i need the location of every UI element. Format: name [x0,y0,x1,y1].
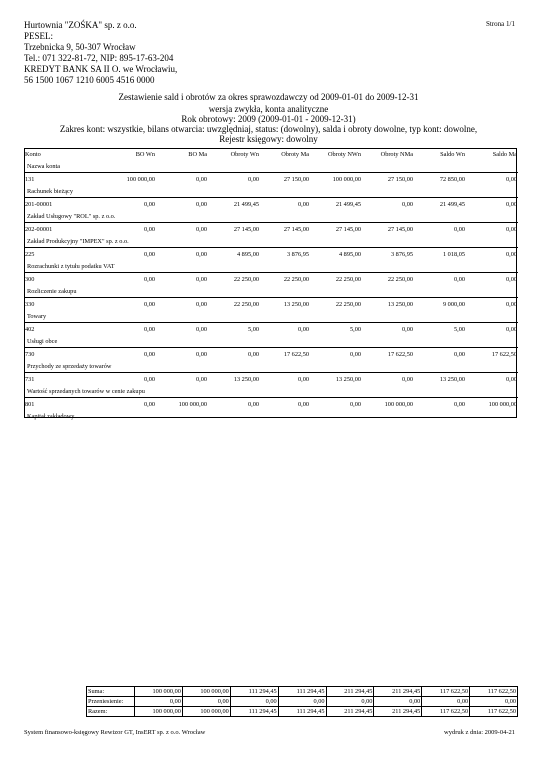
cell-bo-wn: 0,00 [104,198,156,211]
summary-value: 111 294,45 [278,687,326,697]
account-code: 131 [24,173,104,186]
cell-saldo-wn: 0,00 [414,398,466,411]
account-code: 225 [24,248,104,261]
cell-saldo-ma: 0,00 [466,198,518,211]
company-address: Trzebnicka 9, 50-307 Wrocław [24,42,136,52]
footer-system: System finansowo-księgowy Rewizor GT, InsERT sp. z o.o. Wrocław [24,729,206,736]
report-title: Zestawienie sald i obrotów za okres sprawozdawczy od 2009-01-01 do 2009-12-31 [118,92,419,102]
col-header-account: Konto [25,150,41,158]
cell-obroty-nwn: 22 250,00 [310,273,362,286]
summary-value: 100 000,00 [182,707,230,717]
summary-value: 100 000,00 [135,707,183,717]
summary-value: 0,00 [422,697,470,707]
report-fiscal-year: Rok obrotowy: 2009 (2009-01-01 - 2009-12-31) [181,114,356,124]
report-range: Zakres kont: wszystkie, bilans otwarcia: uwzględniaj, status: (dowolny), salda i obroty dowolne, typ kont: dowolne, [59,124,478,134]
table-row-name [24,335,518,348]
col-header-account-name: Nazwa konta [27,162,61,170]
cell-saldo-ma: 0,00 [466,223,518,236]
summary-value: 211 294,45 [374,707,422,717]
cell-bo-wn: 0,00 [104,248,156,261]
company-bank-account: 56 1500 1067 1210 6005 4516 0000 [24,75,155,85]
account-code: 202-00001 [24,223,104,236]
cell-obroty-ma: 27 150,00 [260,173,310,186]
account-code: 801 [24,398,104,411]
summary-value: 100 000,00 [135,687,183,697]
summary-value: 117 622,50 [470,687,518,697]
cell-bo-ma: 0,00 [156,248,208,261]
cell-saldo-wn: 0,00 [414,348,466,361]
cell-bo-wn: 0,00 [104,223,156,236]
cell-bo-ma: 0,00 [156,173,208,186]
company-header [24,20,177,86]
account-code: 402 [24,323,104,336]
account-name: Rozliczenie zakupu [27,287,77,295]
summary-label: Suma: [87,687,135,697]
col-header-obroty-ma: Obroty Ma [281,150,309,158]
cell-bo-ma: 0,00 [156,198,208,211]
col-header-obroty-nma: Obroty NMa [380,150,413,158]
cell-saldo-ma: 0,00 [466,173,518,186]
account-code: 730 [24,348,104,361]
balance-table [24,148,518,422]
account-name: Kapitał zakładowy [27,412,75,420]
cell-bo-wn: 0,00 [104,373,156,386]
cell-saldo-wn: 13 250,00 [414,373,466,386]
table-row [24,173,518,186]
summary-value: 111 294,45 [278,707,326,717]
cell-obroty-ma: 22 250,00 [260,273,310,286]
cell-obroty-wn: 0,00 [208,398,260,411]
account-name: Rozrachunki z tytułu podatku VAT [27,262,115,270]
account-name: Zakład Usługowy "ROL" sp. z o.o. [27,212,116,220]
cell-obroty-wn: 27 145,00 [208,223,260,236]
table-row-name [24,310,518,323]
cell-saldo-ma: 0,00 [466,323,518,336]
footer-print-date: wydruk z dnia: 2009-04-21 [444,729,515,736]
account-code: 300 [24,273,104,286]
summary-label: Razem: [87,707,135,717]
table-row [24,198,518,211]
cell-saldo-wn: 9 000,00 [414,298,466,311]
cell-bo-ma: 0,00 [156,298,208,311]
cell-obroty-nwn: 100 000,00 [310,173,362,186]
account-name: Przychody ze sprzedaży towarów [27,362,112,370]
summary-value: 211 294,45 [374,687,422,697]
cell-obroty-ma: 0,00 [260,373,310,386]
table-row-name [24,285,518,298]
col-header-obroty-wn: Obroty Wn [230,150,259,158]
table-row-name [24,410,518,422]
col-header-bo-wn: BO Wn [135,150,155,158]
table-row-name [24,235,518,248]
summary-row [87,687,518,697]
cell-saldo-wn: 0,00 [414,273,466,286]
cell-saldo-wn: 72 850,00 [414,173,466,186]
table-header-row [24,148,518,160]
cell-obroty-nma: 13 250,00 [362,298,414,311]
table-row [24,373,518,386]
cell-bo-wn: 0,00 [104,348,156,361]
summary-value: 111 294,45 [230,687,278,697]
cell-saldo-ma: 0,00 [466,248,518,261]
cell-obroty-nma: 0,00 [362,373,414,386]
summary-value: 111 294,45 [230,707,278,717]
cell-bo-wn: 0,00 [104,298,156,311]
col-header-bo-ma: BO Ma [188,150,207,158]
cell-obroty-nwn: 27 145,00 [310,223,362,236]
table-row [24,298,518,311]
cell-obroty-nwn: 13 250,00 [310,373,362,386]
cell-obroty-nwn: 22 250,00 [310,298,362,311]
cell-bo-ma: 0,00 [156,273,208,286]
account-code: 731 [24,373,104,386]
table-row-name [24,185,518,198]
cell-obroty-wn: 13 250,00 [208,373,260,386]
cell-obroty-nma: 100 000,00 [362,398,414,411]
summary-value: 0,00 [374,697,422,707]
cell-bo-ma: 0,00 [156,373,208,386]
col-header-saldo-ma: Saldo Ma [492,150,517,158]
summary-value: 0,00 [230,697,278,707]
cell-saldo-wn: 5,00 [414,323,466,336]
cell-obroty-nwn: 0,00 [310,398,362,411]
cell-obroty-nwn: 21 499,45 [310,198,362,211]
table-row [24,223,518,236]
cell-saldo-wn: 1 018,05 [414,248,466,261]
summary-value: 100 000,00 [182,687,230,697]
table-row-name [24,360,518,373]
cell-saldo-ma: 17 622,50 [466,348,518,361]
page-number: Strona 1/1 [486,20,515,28]
summary-value: 117 622,50 [422,707,470,717]
cell-obroty-nma: 17 622,50 [362,348,414,361]
cell-obroty-nma: 0,00 [362,198,414,211]
table-row-name [24,210,518,223]
cell-saldo-wn: 21 499,45 [414,198,466,211]
cell-obroty-wn: 0,00 [208,173,260,186]
company-phone-nip: Tel.: 071 322-81-72, NIP: 895-17-63-204 [24,53,174,63]
table-row-name [24,385,518,398]
cell-bo-ma: 0,00 [156,323,208,336]
summary-label: Przeniesienie: [87,697,135,707]
summary-value: 0,00 [182,697,230,707]
col-header-obroty-nwn: Obroty NWn [327,150,361,158]
cell-obroty-ma: 0,00 [260,198,310,211]
summary-table [86,686,518,717]
report-version: wersja zwykła, konta analityczne [208,104,329,114]
cell-obroty-ma: 17 622,50 [260,348,310,361]
cell-saldo-ma: 0,00 [466,273,518,286]
cell-obroty-wn: 4 895,00 [208,248,260,261]
account-name: Rachunek bieżący [27,187,73,195]
summary-value: 211 294,45 [326,687,374,697]
col-header-saldo-wn: Saldo Wn [440,150,465,158]
cell-obroty-wn: 22 250,00 [208,298,260,311]
cell-obroty-nwn: 5,00 [310,323,362,336]
table-row [24,273,518,286]
table-row [24,348,518,361]
table-header-row-2 [24,160,518,173]
cell-obroty-nma: 3 876,95 [362,248,414,261]
cell-obroty-ma: 27 145,00 [260,223,310,236]
cell-obroty-wn: 0,00 [208,348,260,361]
cell-obroty-ma: 0,00 [260,398,310,411]
cell-saldo-ma: 100 000,00 [466,398,518,411]
cell-bo-ma: 100 000,00 [156,398,208,411]
cell-bo-wn: 0,00 [104,398,156,411]
summary-value: 0,00 [326,697,374,707]
cell-obroty-ma: 3 876,95 [260,248,310,261]
cell-obroty-wn: 21 499,45 [208,198,260,211]
account-name: Usługi obce [27,337,58,345]
summary-row [87,697,518,707]
cell-bo-ma: 0,00 [156,348,208,361]
cell-obroty-nma: 27 145,00 [362,223,414,236]
summary-value: 117 622,50 [422,687,470,697]
cell-obroty-wn: 22 250,00 [208,273,260,286]
cell-obroty-wn: 5,00 [208,323,260,336]
cell-saldo-ma: 0,00 [466,298,518,311]
cell-obroty-nma: 22 250,00 [362,273,414,286]
company-bank: KREDYT BANK SA II O. we Wrocławiu, [24,64,178,74]
cell-obroty-ma: 0,00 [260,323,310,336]
cell-bo-wn: 0,00 [104,323,156,336]
summary-value: 0,00 [135,697,183,707]
cell-saldo-wn: 0,00 [414,223,466,236]
summary-value: 117 622,50 [470,707,518,717]
summary-value: 211 294,45 [326,707,374,717]
company-name: Hurtownia "ZOŚKA" sp. z o.o. [24,20,137,30]
cell-bo-ma: 0,00 [156,223,208,236]
table-row [24,323,518,336]
cell-obroty-nwn: 0,00 [310,348,362,361]
summary-value: 0,00 [278,697,326,707]
summary-value: 0,00 [470,697,518,707]
cell-saldo-ma: 0,00 [466,373,518,386]
table-row [24,248,518,261]
account-name: Towary [27,312,47,320]
cell-obroty-nma: 27 150,00 [362,173,414,186]
cell-bo-wn: 100 000,00 [104,173,156,186]
account-code: 201-00001 [24,198,104,211]
account-name: Zakład Produkcyjny "IMPEX" sp. z o.o. [27,237,129,245]
cell-bo-wn: 0,00 [104,273,156,286]
table-row-name [24,260,518,273]
cell-obroty-ma: 13 250,00 [260,298,310,311]
report-register: Rejestr księgowy: dowolny [219,134,318,144]
company-pesel: PESEL: [24,31,54,41]
cell-obroty-nwn: 4 895,00 [310,248,362,261]
account-code: 330 [24,298,104,311]
summary-row [87,707,518,717]
cell-obroty-nma: 0,00 [362,323,414,336]
table-row [24,398,518,411]
account-name: Wartość sprzedanych towarów w cenie zakupu [27,387,145,395]
